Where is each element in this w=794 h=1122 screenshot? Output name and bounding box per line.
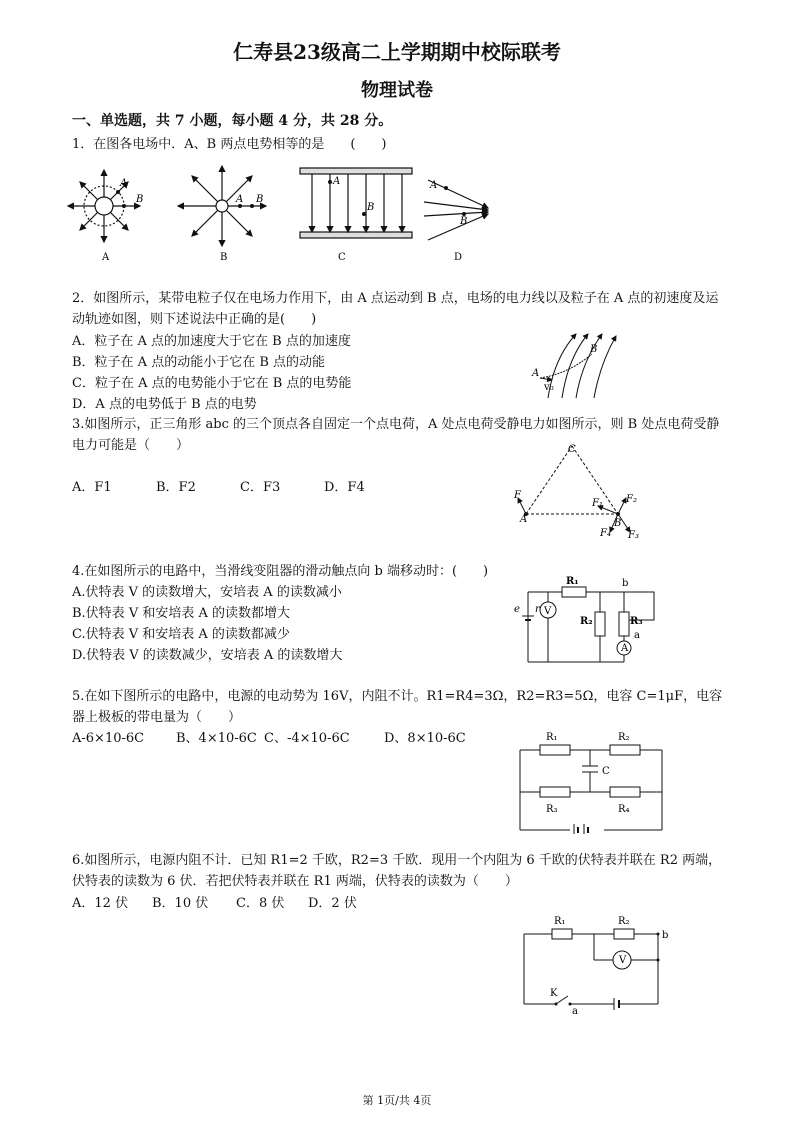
q3-fig-f3: F₃ <box>628 530 639 540</box>
q5-fig-r4: R₄ <box>618 804 630 815</box>
q3-option-c: C．F3 <box>240 480 281 495</box>
q4-figure <box>508 572 658 666</box>
q3-figure <box>506 440 652 540</box>
q4-fig-r2: R₂ <box>580 616 593 627</box>
exam-subtitle: 物理试卷 <box>361 80 433 101</box>
q6-option-d: D．2 伏 <box>308 896 357 911</box>
q1-fig-a-pt-a: A <box>120 178 128 189</box>
q1-stem: 1．在图各电场中．A、B 两点电势相等的是 ( ) <box>72 137 387 152</box>
q3-fig-b: B <box>614 518 622 529</box>
q3-fig-a: A <box>520 514 528 525</box>
q3-fig-f: F <box>514 490 521 501</box>
q2-option-a: A．粒子在 A 点的加速度大于它在 B 点的加速度 <box>72 334 351 349</box>
q4-fig-r3: R₃ <box>630 616 643 627</box>
q5-figure <box>512 726 672 834</box>
q1-label-a: A <box>102 252 110 263</box>
q3-fig-f2: F₂ <box>626 494 637 505</box>
q5-fig-c: C <box>602 766 610 777</box>
q3-option-a: A．F1 <box>72 480 112 495</box>
q5-options <box>72 730 466 748</box>
q4-fig-r1: R₁ <box>566 576 579 587</box>
q3-options <box>72 479 365 497</box>
q2-option-c: C．粒子在 A 点的电势能小于它在 B 点的电势能 <box>72 376 352 391</box>
q6-fig-a: a <box>572 1006 578 1016</box>
q5-fig-r1: R₁ <box>546 732 558 743</box>
q4-option-b: B.伏特表 V 和安培表 A 的读数都增大 <box>72 606 290 621</box>
q5-option-b: B、4×10-6C <box>176 731 257 746</box>
q5-option-c: C、-4×10-6C <box>264 731 350 746</box>
q1-fig-c-pt-a: A <box>333 176 341 187</box>
q4-fig-e: e <box>514 604 520 615</box>
q4-fig-v: V <box>544 606 552 617</box>
q1-fig-b-pt-b: B <box>256 194 264 205</box>
q2-fig-b: B <box>590 344 598 355</box>
q6-option-c: C．8 伏 <box>236 896 285 911</box>
q2-fig-v0: v₀ <box>544 382 554 393</box>
q1-fig-d-pt-b: B <box>460 216 468 227</box>
q3-option-d: D．F4 <box>324 480 365 495</box>
q5-fig-r2: R₂ <box>618 732 630 743</box>
q6-fig-r2: R₂ <box>618 916 630 927</box>
q4-option-c: C.伏特表 V 和安培表 A 的读数都减少 <box>72 627 290 642</box>
exam-title: 仁寿县23级高二上学期期中校际联考 <box>233 40 561 64</box>
page-number: 第 1页/共 4页 <box>362 1094 432 1107</box>
q5-option-d: D、8×10-6C <box>384 731 466 746</box>
q2-option-b: B．粒子在 A 点的动能小于它在 B 点的动能 <box>72 355 326 370</box>
q6-option-a: A．12 伏 <box>72 896 129 911</box>
q6-fig-k: K <box>550 988 558 999</box>
q6-fig-b: b <box>662 930 669 941</box>
q1-fig-c-pt-b: B <box>367 202 375 213</box>
q2-fig-a: A <box>532 368 540 379</box>
q4-stem: 4.在如图所示的电路中，当滑线变阻器的滑动触点向 b 端移动时：( ) <box>72 564 489 579</box>
q6-option-b: B．10 伏 <box>152 896 209 911</box>
q4-fig-r: r <box>535 604 540 615</box>
q1-figures <box>60 158 500 268</box>
q2-option-d: D．A 点的电势低于 B 点的电势 <box>72 397 257 412</box>
q1-label-d: D <box>454 252 463 263</box>
q1-fig-a-pt-b: B <box>136 194 144 205</box>
q1-label-c: C <box>338 252 346 263</box>
q6-stem: 6.如图所示，电源内阻不计．已知 R1=2 千欧，R2=3 千欧．现用一个内阻为 6 千欧的伏特表并联在 R2 两端，伏特表的读数为 6 伏．若把伏特表并联在 R1 两端，伏特表的读数为（ ） <box>72 853 722 889</box>
q5-stem: 5.在如下图所示的电路中，电源的电动势为 16V，内阻不计。R1=R4=3Ω，R2=R3=5Ω，电容 C=1μF，电容器上极板的带电量为（ ） <box>72 689 723 725</box>
q5-option-a: A-6×10-6C <box>72 731 145 746</box>
q4-fig-b: b <box>622 578 629 589</box>
q1-label-b: B <box>220 252 228 263</box>
q4-option-a: A.伏特表 V 的读数增大，安培表 A 的读数减小 <box>72 585 342 600</box>
q6-options <box>72 895 357 913</box>
q4-fig-a-end: a <box>634 630 640 641</box>
q2-figure <box>528 328 628 400</box>
q6-figure <box>516 912 676 1016</box>
q3-fig-f1: F₁ <box>592 498 603 509</box>
q1-fig-c <box>300 168 412 238</box>
q1-fig-d-pt-a: A <box>430 180 438 191</box>
q3-fig-c: C <box>568 444 576 455</box>
q3-fig-f4: F₄ <box>600 528 611 539</box>
q3-option-b: B．F2 <box>156 480 196 495</box>
q4-fig-a: A <box>621 643 629 654</box>
q6-fig-r1: R₁ <box>554 916 566 927</box>
q2-stem: 2．如图所示，某带电粒子仅在电场力作用下，由 A 点运动到 B 点，电场的电力线以及粒子在 A 点的初速度及运动轨迹如图，则下述说法中正确的是( ) <box>72 291 719 327</box>
q1-fig-b-pt-a: A <box>236 194 244 205</box>
q5-fig-r3: R₃ <box>546 804 558 815</box>
q1-fig-a <box>68 170 140 242</box>
q4-option-d: D.伏特表 V 的读数减少，安培表 A 的读数增大 <box>72 648 343 663</box>
section-heading: 一、单选题，共 7 小题，每小题 4 分，共 28 分。 <box>72 113 393 129</box>
q6-fig-v: V <box>619 955 627 966</box>
q3-stem: 3.如图所示，正三角形 abc 的三个顶点各自固定一个点电荷，A 处点电荷受静电力如图所示，则 B 处点电荷受静电力可能是（ ） <box>72 417 720 453</box>
